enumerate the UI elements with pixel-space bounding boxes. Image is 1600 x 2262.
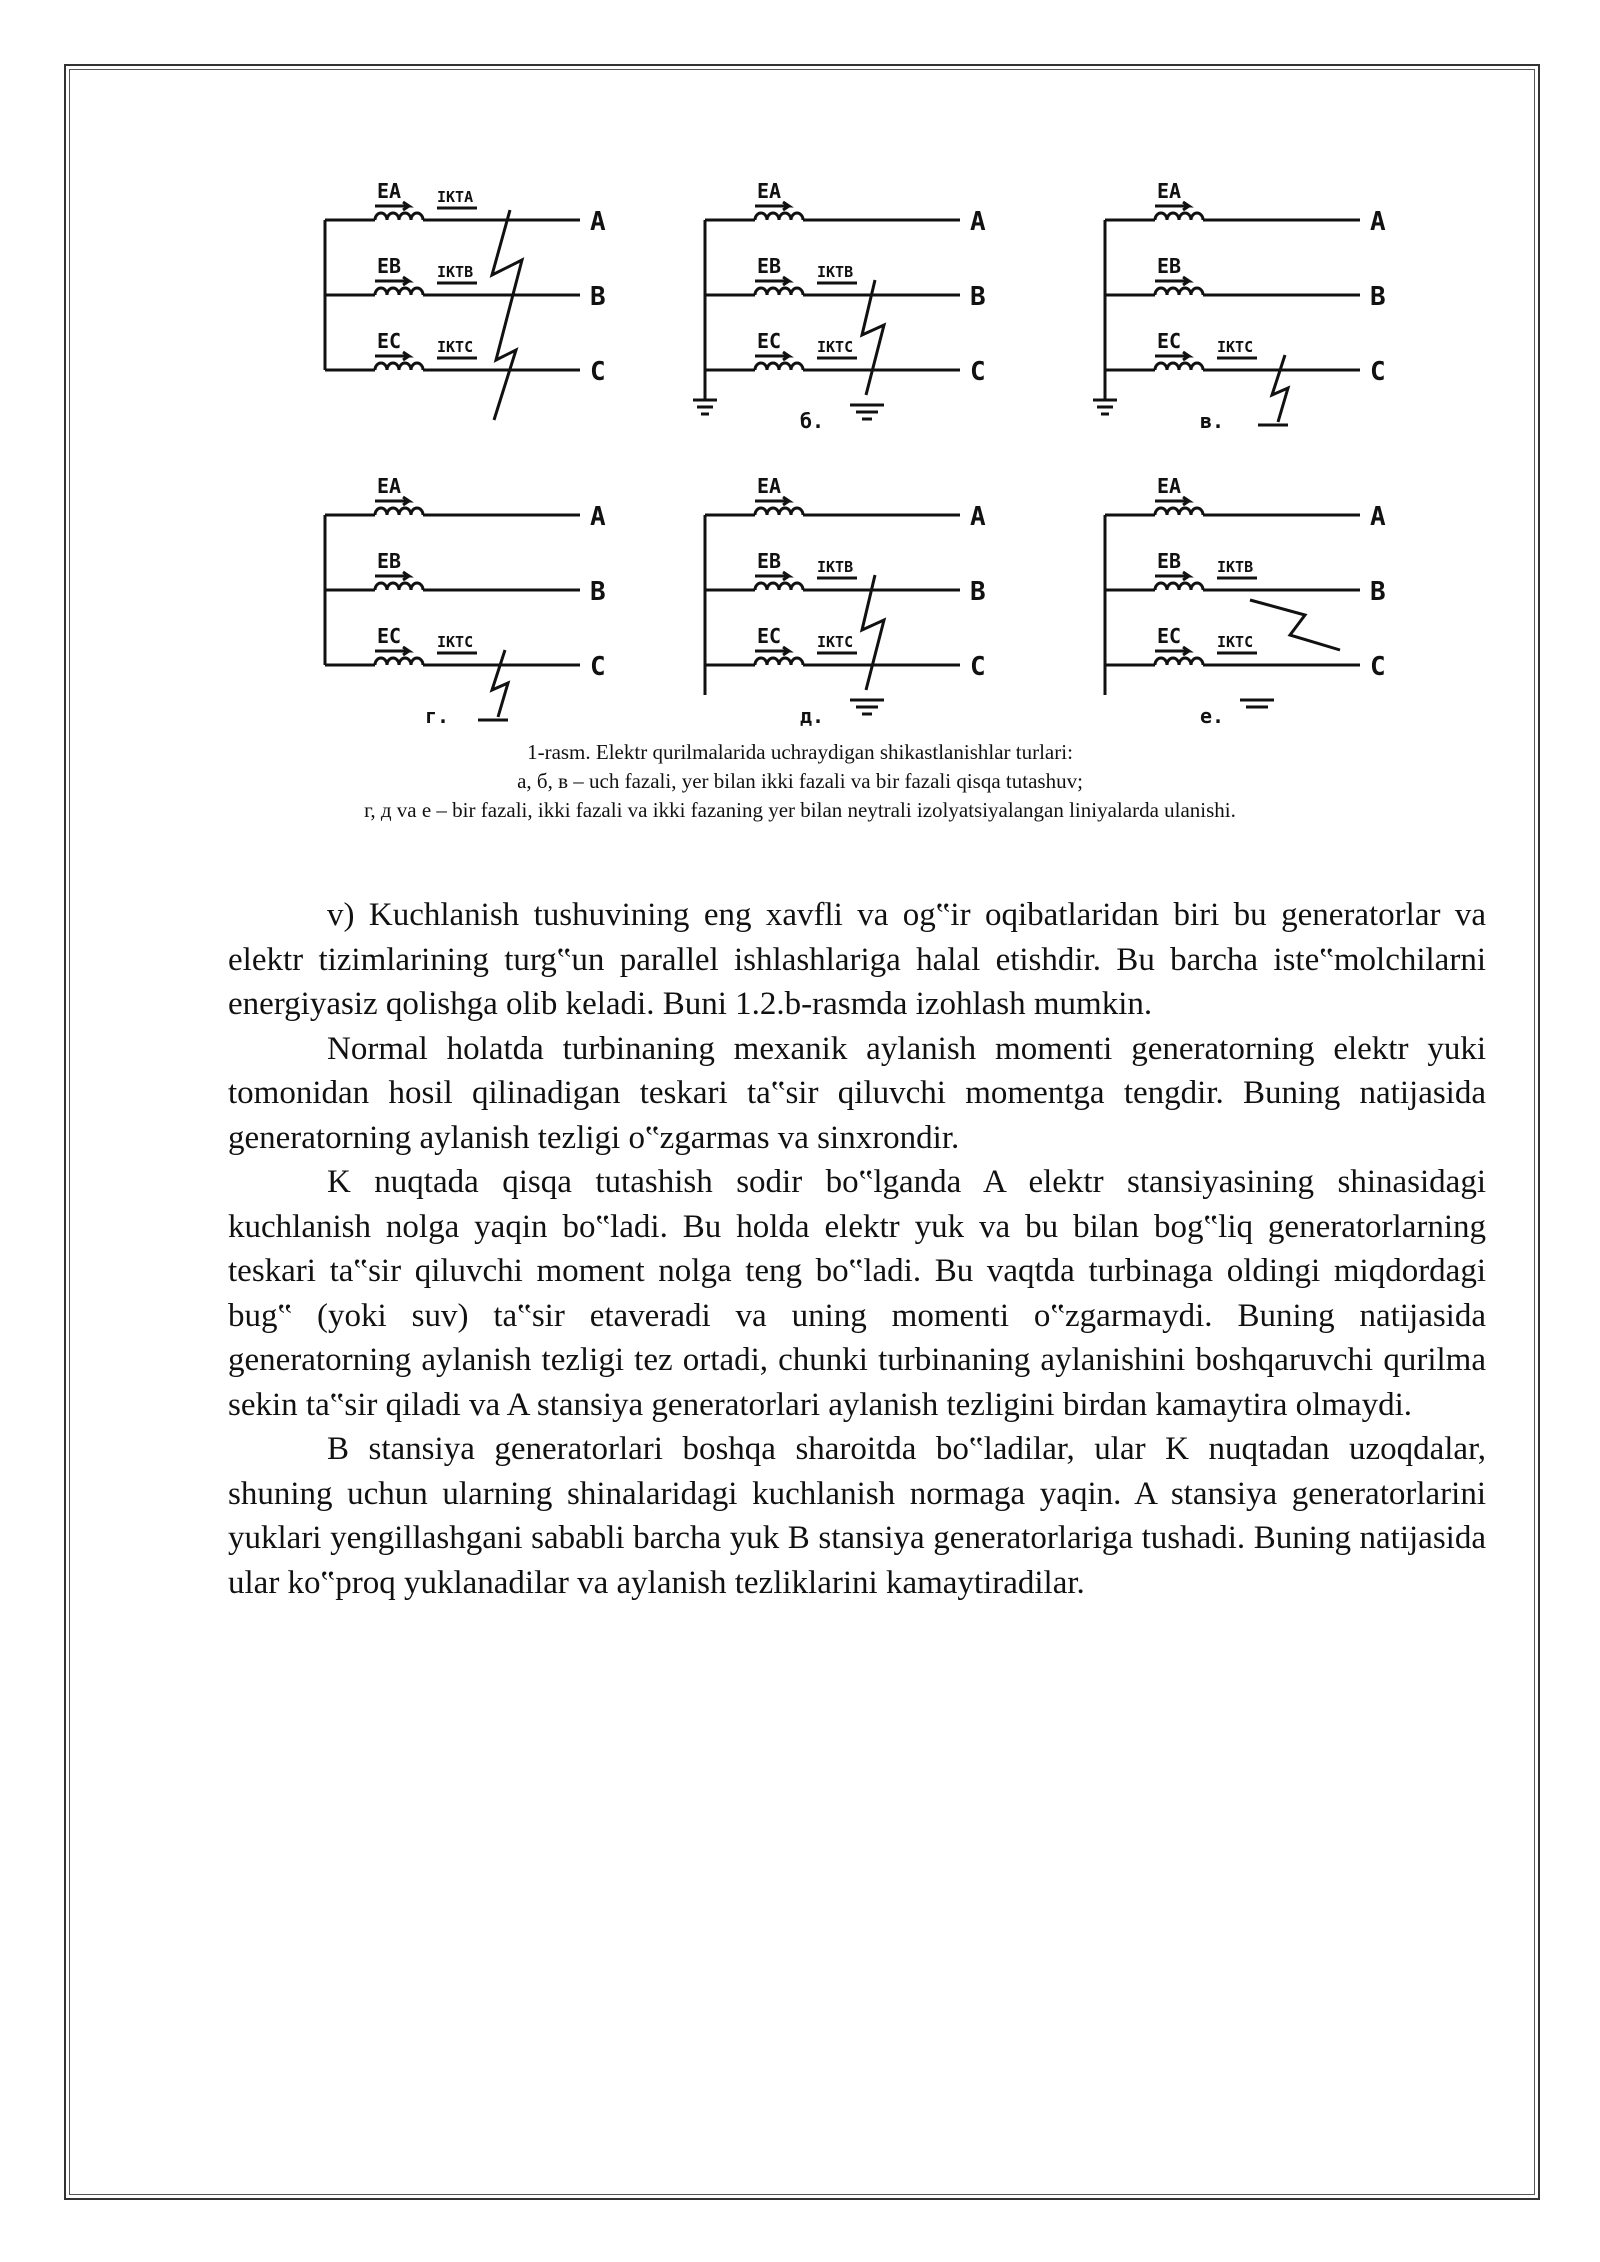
winding-coil <box>1155 288 1203 295</box>
fault-zigzag <box>1272 355 1288 422</box>
winding-coil <box>375 508 423 515</box>
current-label: IKTC <box>437 338 474 356</box>
source-label: EA <box>757 474 782 498</box>
source-label: EB <box>377 549 402 573</box>
winding-coil <box>1155 508 1203 515</box>
source-label: EC <box>1157 329 1182 353</box>
fault-zigzag <box>862 280 884 395</box>
ground-symbol <box>850 700 884 714</box>
terminal-label: B <box>590 282 606 312</box>
diagram-panel-a <box>325 179 606 420</box>
fault-zigzag <box>1250 600 1340 650</box>
emf-arrow <box>1155 647 1189 655</box>
neutral-ground <box>1093 400 1117 414</box>
current-label: IKTC <box>1217 633 1254 651</box>
source-label: EA <box>757 179 782 203</box>
emf-arrow <box>755 497 789 505</box>
current-label: IKTC <box>437 633 474 651</box>
emf-arrow <box>755 647 789 655</box>
paragraph-3: K nuqtada qisqa tutashish sodir bo‟lganda A elektr stansiyasining shinasidagi kuchlanish nolga yaqin bo‟ladi. Bu holda elektr yuk va bu bilan bog‟liq generatorlarning teskari ta‟sir qiluvchi moment nolga teng bo‟ladi. Bu vaqtda turbinaga oldingi miqdordagi bug‟ (yoki suv) ta‟sir etaveradi va uning momenti o‟zgarmaydi. Buning natijasida generatorning aylanish tezligi tez ortadi, chunki turbinaning aylanishini boshqaruvchi qurilma sekin ta‟sir qiladi va A stansiya generatorlari aylanish tezligini birdan kamaytira olmaydi. <box>228 1164 1486 1423</box>
current-label: IKTC <box>817 338 854 356</box>
diagram-panel-b <box>693 179 986 433</box>
body-text <box>228 893 1486 1605</box>
source-label: EB <box>1157 549 1182 573</box>
paragraph-2: Normal holatda turbinaning mexanik aylanish momenti generatorning elektr yuki tomonidan hosil qilinadigan teskari ta‟sir qiluvchi momentga tengdir. Buning natijasida generatorning aylanish tezligi o‟zgarmas va sinxrondir. <box>228 1030 1486 1156</box>
winding-coil <box>375 288 423 295</box>
terminal-label: B <box>1370 577 1386 607</box>
diagram-panel-g <box>325 474 606 728</box>
source-label: EB <box>757 549 782 573</box>
current-label: IKTC <box>1217 338 1254 356</box>
winding-coil <box>375 213 423 220</box>
terminal-label: A <box>970 502 986 532</box>
source-label: EA <box>1157 179 1182 203</box>
winding-coil <box>375 583 423 590</box>
winding-coil <box>755 288 803 295</box>
winding-coil <box>375 363 423 370</box>
source-label: EC <box>377 329 402 353</box>
current-label: IKTB <box>437 263 474 281</box>
source-label: EB <box>757 254 782 278</box>
paragraph-1: v) Kuchlanish tushuvining eng xavfli va og‟ir oqibatlaridan biri bu generatorlar va elektr tizimlarining turg‟un parallel ishlashlariga halal etishdir. Bu barcha iste‟molchilarni energiyasiz qolishga olib keladi. Buni 1.2.b-rasmda izohlash mumkin. <box>228 897 1486 1022</box>
source-label: EB <box>1157 254 1182 278</box>
source-label: EA <box>377 179 402 203</box>
diagram-panel-v <box>1093 179 1386 433</box>
paragraph-4: B stansiya generatorlari boshqa sharoitda bo‟ladilar, ular K nuqtadan uzoqdalar, shuning uchun ularning shinalaridagi kuchlanish normaga yaqin. A stansiya generatorlarini yuklari yengillashgani sababli barcha yuk B stansiya generatorlariga tushadi. Buning natijasida ular ko‟proq yuklanadilar va aylanish tezliklarini kamaytiradilar. <box>228 1431 1486 1601</box>
terminal-label: C <box>1370 357 1386 387</box>
terminal-label: A <box>590 207 606 237</box>
terminal-label: C <box>970 652 986 682</box>
emf-arrow <box>755 572 789 580</box>
emf-arrow <box>375 572 409 580</box>
winding-coil <box>755 213 803 220</box>
emf-arrow <box>755 352 789 360</box>
panel-letter: в. <box>1200 409 1225 433</box>
current-label: IKTA <box>437 188 474 206</box>
emf-arrow <box>1155 572 1189 580</box>
winding-coil <box>1155 363 1203 370</box>
terminal-label: C <box>1370 652 1386 682</box>
diagram-panel-e <box>1105 474 1386 728</box>
winding-coil <box>755 508 803 515</box>
terminal-label: B <box>970 577 986 607</box>
emf-arrow <box>1155 277 1189 285</box>
winding-coil <box>1155 583 1203 590</box>
terminal-label: B <box>1370 282 1386 312</box>
caption-line-1: 1-rasm. Elektr qurilmalarida uchraydigan shikastlanishlar turlari: <box>527 740 1073 764</box>
fault-zigzag <box>862 575 884 690</box>
emf-arrow <box>375 277 409 285</box>
fault-zigzag <box>492 210 522 420</box>
figure-caption <box>200 738 1400 825</box>
source-label: EA <box>1157 474 1182 498</box>
terminal-label: A <box>1370 207 1386 237</box>
terminal-label: B <box>590 577 606 607</box>
emf-arrow <box>1155 202 1189 210</box>
panel-letter: б. <box>800 409 825 433</box>
source-label: EC <box>757 329 782 353</box>
circuit-diagrams <box>315 140 1435 730</box>
panel-letter: д. <box>800 704 825 728</box>
terminal-label: A <box>970 207 986 237</box>
terminal-label: A <box>1370 502 1386 532</box>
winding-coil <box>1155 213 1203 220</box>
source-label: EC <box>1157 624 1182 648</box>
source-label: EC <box>757 624 782 648</box>
emf-arrow <box>375 497 409 505</box>
emf-arrow <box>755 277 789 285</box>
emf-arrow <box>375 202 409 210</box>
terminal-label: C <box>590 652 606 682</box>
panel-letter: е. <box>1200 704 1225 728</box>
fault-zigzag <box>492 650 508 717</box>
current-label: IKTB <box>817 558 854 576</box>
diagram-panel-d <box>705 474 986 728</box>
source-label: EC <box>377 624 402 648</box>
terminal-label: A <box>590 502 606 532</box>
terminal-label: C <box>590 357 606 387</box>
winding-coil <box>755 363 803 370</box>
winding-coil <box>755 658 803 665</box>
emf-arrow <box>1155 497 1189 505</box>
caption-line-3: г, д va е – bir fazali, ikki fazali va ikki fazaning yer bilan neytrali izolyatsiyalangan liniyalarda ulanishi. <box>364 798 1236 822</box>
ground-symbol <box>850 405 884 419</box>
emf-arrow <box>1155 352 1189 360</box>
winding-coil <box>1155 658 1203 665</box>
winding-coil <box>755 583 803 590</box>
winding-coil <box>375 658 423 665</box>
current-label: IKTB <box>817 263 854 281</box>
fault-types-figure <box>315 140 1435 730</box>
ground-symbol <box>1240 700 1274 707</box>
emf-arrow <box>755 202 789 210</box>
current-label: IKTC <box>817 633 854 651</box>
emf-arrow <box>375 352 409 360</box>
caption-line-2: а, б, в – uch fazali, yer bilan ikki fazali va bir fazali qisqa tutashuv; <box>517 769 1083 793</box>
neutral-ground <box>693 400 717 414</box>
terminal-label: C <box>970 357 986 387</box>
terminal-label: B <box>970 282 986 312</box>
source-label: EB <box>377 254 402 278</box>
panel-letter: г. <box>425 704 450 728</box>
current-label: IKTB <box>1217 558 1254 576</box>
emf-arrow <box>375 647 409 655</box>
source-label: EA <box>377 474 402 498</box>
